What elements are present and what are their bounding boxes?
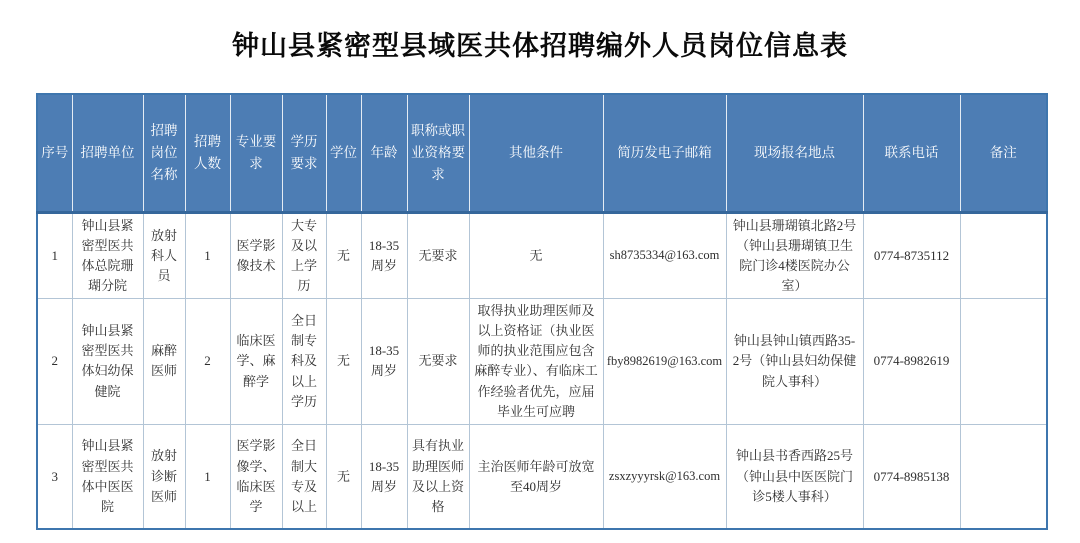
col-header-education: 学历要求 [282,94,326,212]
cell-major: 医学影像技术 [230,212,282,299]
cell-degree: 无 [326,424,361,529]
cell-count: 2 [185,299,230,425]
col-header-phone: 联系电话 [863,94,960,212]
cell-qualification: 具有执业助理医师及以上资格 [407,424,469,529]
cell-remarks [960,212,1047,299]
cell-qualification: 无要求 [407,212,469,299]
table-header-row [37,94,1047,212]
col-header-major: 专业要求 [230,94,282,212]
cell-unit: 钟山县紧密型医共体妇幼保健院 [72,299,143,425]
cell-signup-location: 钟山县书香西路25号（钟山县中医医院门诊5楼人事科） [726,424,863,529]
col-header-count: 招聘人数 [185,94,230,212]
cell-other-conditions: 取得执业助理医师及以上资格证（执业医师的执业范围应包含麻醉专业）、有临床工作经验者优先，应届毕业生可应聘 [469,299,603,425]
col-header-seq: 序号 [37,94,72,212]
cell-seq: 1 [37,212,72,299]
col-header-age: 年龄 [361,94,407,212]
cell-education: 全日制专科及以上学历 [282,299,326,425]
cell-major: 临床医学、麻醉学 [230,299,282,425]
cell-signup-location: 钟山县珊瑚镇北路2号（钟山县珊瑚镇卫生院门诊4楼医院办公室） [726,212,863,299]
cell-seq: 2 [37,299,72,425]
col-header-unit: 招聘单位 [72,94,143,212]
cell-other-conditions: 无 [469,212,603,299]
cell-age: 18-35周岁 [361,299,407,425]
cell-remarks [960,424,1047,529]
cell-age: 18-35周岁 [361,424,407,529]
cell-education: 全日制大专及以上 [282,424,326,529]
cell-phone: 0774-8985138 [863,424,960,529]
cell-resume-email: zsxzyyyrsk@163.com [603,424,726,529]
cell-count: 1 [185,424,230,529]
cell-degree: 无 [326,212,361,299]
cell-age: 18-35周岁 [361,212,407,299]
col-header-degree: 学位 [326,94,361,212]
cell-resume-email: fby8982619@163.com [603,299,726,425]
cell-remarks [960,299,1047,425]
cell-count: 1 [185,212,230,299]
job-info-table [36,93,1048,530]
col-header-qualification: 职称或职业资格要求 [407,94,469,212]
col-header-signup-location: 现场报名地点 [726,94,863,212]
cell-education: 大专及以上学历 [282,212,326,299]
cell-other-conditions: 主治医师年龄可放宽至40周岁 [469,424,603,529]
col-header-resume-email: 简历发电子邮箱 [603,94,726,212]
table-row [37,299,1047,425]
cell-phone: 0774-8982619 [863,299,960,425]
table-row [37,424,1047,529]
table-row [37,212,1047,299]
col-header-position: 招聘岗位名称 [143,94,185,212]
cell-phone: 0774-8735112 [863,212,960,299]
cell-position: 放射科人员 [143,212,185,299]
cell-resume-email: sh8735334@163.com [603,212,726,299]
page-title: 钟山县紧密型县域医共体招聘编外人员岗位信息表 [232,31,848,62]
cell-qualification: 无要求 [407,299,469,425]
cell-degree: 无 [326,299,361,425]
col-header-remarks: 备注 [960,94,1047,212]
cell-position: 麻醉医师 [143,299,185,425]
cell-major: 医学影像学、临床医学 [230,424,282,529]
cell-unit: 钟山县紧密型医共体总院珊瑚分院 [72,212,143,299]
col-header-other-conditions: 其他条件 [469,94,603,212]
cell-position: 放射诊断医师 [143,424,185,529]
cell-signup-location: 钟山县钟山镇西路35-2号（钟山县妇幼保健院人事科） [726,299,863,425]
cell-seq: 3 [37,424,72,529]
cell-unit: 钟山县紧密型医共体中医医院 [72,424,143,529]
